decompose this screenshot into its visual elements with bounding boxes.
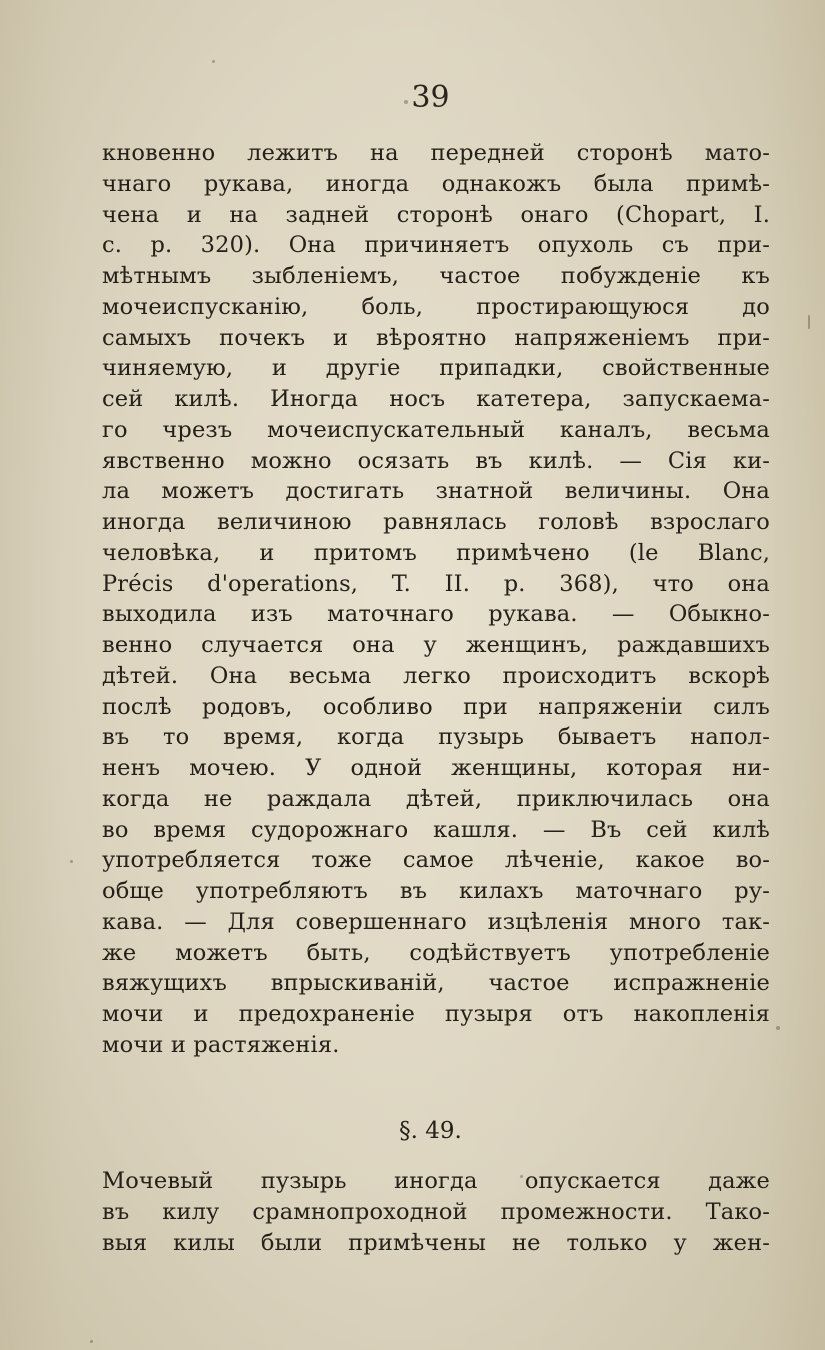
- text-line: въ то время, когда пузырь бываетъ напол-: [102, 724, 770, 751]
- text-line: мочи и предохраненіе пузыря отъ накопленія: [102, 1001, 770, 1027]
- text-line: же можетъ быть, содѣйствуетъ употребленіе: [102, 939, 770, 966]
- text-line: когда не раждала дѣтей, приключилась она: [102, 785, 770, 812]
- text-line: обще употребляютъ въ килахъ маточнаго ру-: [102, 878, 770, 904]
- text-line: въ килу срамнопроходной промежности. Тако-: [102, 1198, 770, 1225]
- ink-speck: [70, 860, 73, 863]
- text-line: венно случается она у женщинъ, раждавшихъ: [102, 632, 770, 658]
- text-line: во время судорожнаго кашля. — Въ сей килѣ: [102, 816, 770, 843]
- text-line: сей килѣ. Иногда носъ катетера, запускаема-: [102, 386, 770, 412]
- text-line: Мочевый пузырь иногда опускается даже: [102, 1168, 770, 1194]
- text-line: ненъ мочею. У одной женщины, которая ни-: [102, 755, 770, 781]
- text-line: чиняемую, и другіе припадки, свойственные: [102, 355, 770, 382]
- text-line: го чрезъ мочеиспускательный каналъ, весьма: [102, 416, 770, 443]
- text-line: послѣ родовъ, особливо при напряженіи силъ: [102, 693, 770, 720]
- text-line: мочи и растяженія.: [102, 1031, 340, 1058]
- ink-speck: [776, 1026, 780, 1030]
- text-line: употребляется тоже самое лѣченіе, какое во-: [102, 847, 770, 874]
- text-line: мѣтнымъ зыбленіемъ, частое побужденіе къ: [102, 263, 770, 289]
- text-line: кновенно лежитъ на передней сторонѣ мато-: [102, 140, 770, 166]
- text-line: иногда величиною равнялась головѣ взрослаго: [102, 509, 770, 535]
- text-line: выя килы были примѣчены не только у жен-: [102, 1229, 770, 1256]
- text-line: явственно можно осязать въ килѣ. — Сія ки-: [102, 447, 770, 474]
- paragraph-section-49: [102, 1166, 770, 1258]
- text-line: самыхъ почекъ и вѣроятно напряженіемъ при-: [102, 324, 770, 351]
- text-line: выходила изъ маточнаго рукава. — Обыкно-: [102, 601, 770, 628]
- text-line: кава. — Для совершеннаго изцѣленія много так-: [102, 908, 770, 935]
- section-heading: §. 49.: [399, 1118, 462, 1144]
- text-line: ла можетъ достигать знатной величины. Она: [102, 478, 770, 505]
- text-line: чнаго рукава, иногда однакожъ была примѣ-: [102, 170, 770, 197]
- page-number: 39: [411, 80, 450, 115]
- text-line: Précis d'operations, T. II. p. 368), что она: [102, 570, 770, 597]
- text-line: c. p. 320). Она причиняетъ опухоль съ при-: [102, 232, 770, 259]
- text-line: мочеиспусканію, боль, простирающуюся до: [102, 293, 770, 320]
- text-line: вяжущихъ впрыскиваній, частое испражненіе: [102, 970, 770, 997]
- ink-speck: [808, 315, 810, 329]
- text-line: человѣка, и притомъ примѣчено (le Blanc,: [102, 539, 770, 566]
- text-line: дѣтей. Она весьма легко происходитъ вскорѣ: [102, 662, 770, 689]
- ink-speck: [90, 1340, 93, 1343]
- text-line: чена и на задней сторонѣ онаго (Chopart, I.: [102, 201, 770, 228]
- paragraph-body: [102, 138, 770, 1061]
- ink-speck: [212, 60, 215, 63]
